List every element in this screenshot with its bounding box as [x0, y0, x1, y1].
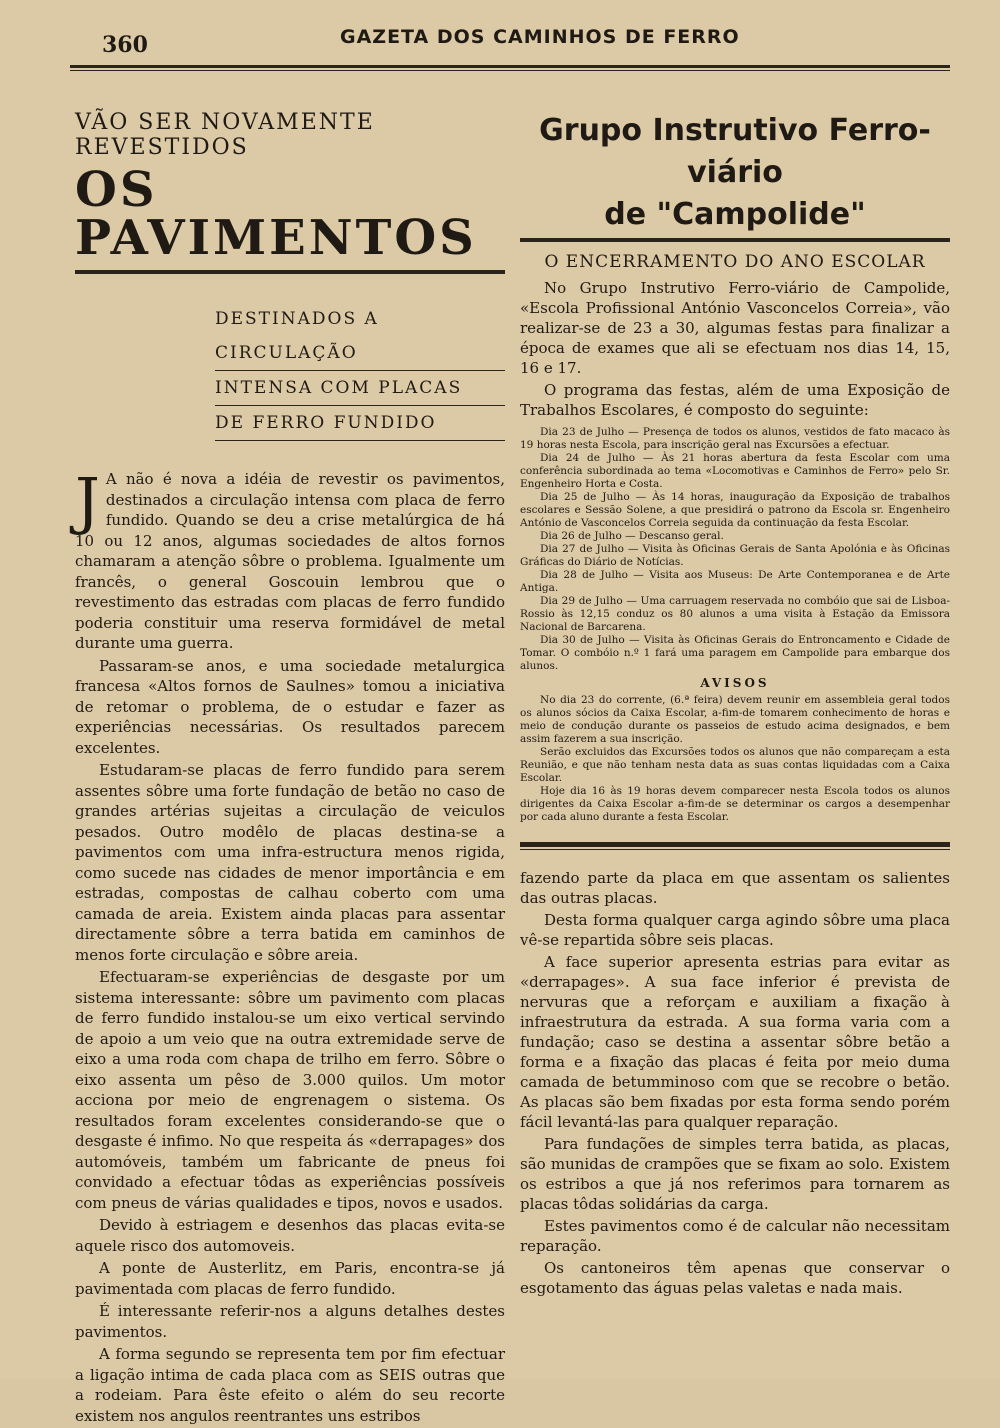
- paragraph: A face superior apresenta estrias para evitar as «derrapages». A sua face inferior é prevista de nervuras que a reforçam e auxiliam a fixação à infraestrutura da estrada. A sua forma varia com a fundação; caso se destina a assentar sôbre betão a forma e a fixação das placas é feita por meio duma camada de betumminoso com que se recobre o betão. As placas são bem fixadas por esta forma sendo porém fácil levantá-las para qualquer reparação.: [520, 953, 950, 1131]
- paragraph: Passaram-se anos, e uma sociedade metalurgica francesa «Altos fornos de Saulnes» tomou a iniciativa de retomar o problema, de o estudar e fazer as experiências necessárias. Os resultados parecem excelentes.: [75, 656, 505, 757]
- aviso-item: No dia 23 do corrente, (6.ª feira) devem reunir em assembleia geral todos os alunos sócios da Caixa Escolar, a-fim-de tomarem conhecimento de horas e meio de condução durante os passeios de estudo acima designados, e bem assim fazerem a sua inscrição.: [520, 694, 950, 745]
- subtitle-line: DE FERRO FUNDIDO: [215, 406, 505, 441]
- programme-list: [520, 426, 950, 824]
- programme-item: Dia 25 de Julho — Às 14 horas, inauguração da Exposição de trabalhos escolares e Sessão Solene, a que presidirá o patrono da Escola sr. Engenheiro António de Vasconcelos Correia seguida da continuação da festa Escolar.: [520, 491, 950, 529]
- avisos-heading: AVISOS: [700, 676, 770, 690]
- paragraph: J A não é nova a idéia de revestir os pavimentos, destinados a circulação intensa com placa de ferro fundido. Quando se deu a crise metalúrgica de há 10 ou 12 anos, algumas sociedades de altos fornos chamaram a atenção sôbre o problema. Igualmente um francês, o general Goscouin lembrou que o revestimento das estradas com placas de ferro fundido poderia constituir uma reserva formidável de metal durante uma guerra.: [75, 464, 505, 652]
- article-body: [75, 464, 505, 1426]
- paragraph: É interessante referir-nos a alguns detalhes destes pavimentos.: [75, 1302, 505, 1341]
- paragraph: Para fundações de simples terra batida, as placas, são munidas de crampões que se fixam ao solo. Existem os estribos a que já nos referimos para tornarem as placas tôdas solidárias da carga.: [520, 1135, 950, 1213]
- programme-item: Dia 26 de Julho — Descanso geral.: [540, 530, 724, 542]
- programme-item: Dia 23 de Julho — Presença de todos os alunos, vestidos de fato macaco às 19 horas nesta Escola, para inscrição geral nas Excursões a efectuar.: [520, 426, 950, 451]
- article-kicker: VÃO SER NOVAMENTE REVESTIDOS: [75, 110, 375, 160]
- aviso-item: Serão excluidos das Excursões todos os alunos que não compareçam a esta Reunião, e que não tenham nesta data as suas contas liquidadas com a Caixa Escolar.: [520, 746, 950, 784]
- paragraph: Estudaram-se placas de ferro fundido para serem assentes sôbre uma forte fundação de betão no caso de grandes artérias sujeitas a circulação de veiculos pesados. Outro modêlo de placas destina-se a pavimentos com uma infra-estructura menos rigida, como sucede nas cidades de menor importância e em estradas, compostas de calhau coberto com uma camada de areia. Existem ainda placas para assentar directamente sôbre a terra batida em caminhos de menos forte circulação e sôbre areia.: [75, 761, 505, 964]
- title-rule: [520, 238, 950, 242]
- grupo-title-line1: Grupo Instrutivo Ferro-viário: [539, 113, 931, 190]
- header-rule: [70, 65, 950, 68]
- grupo-body: [520, 278, 950, 420]
- drop-cap: J: [75, 464, 100, 537]
- article-subtitle: [215, 302, 505, 441]
- subtitle-line: INTENSA COM PLACAS: [215, 371, 505, 406]
- paragraph: A ponte de Austerlitz, em Paris, encontra-se já pavimentada com placas de ferro fundido.: [75, 1259, 505, 1298]
- left-column: [75, 110, 505, 1428]
- right-column: [520, 110, 950, 1300]
- paragraph: Estes pavimentos como é de calcular não necessitam reparação.: [520, 1217, 950, 1255]
- programme-item: Dia 27 de Julho — Visita às Oficinas Gerais de Santa Apolónia e às Oficinas Gráficas do Diário de Notícias.: [520, 543, 950, 568]
- paragraph: Efectuaram-se experiências de desgaste por um sistema interessante: sôbre um pavimento com placas de ferro fundido instalou-se um eixo vertical servindo de apoio a um veio que na outra extremidade serve de eixo a uma roda com chapa de trilho em ferro. Sôbre o eixo assenta um pêso de 3.000 quilos. Um motor acciona por meio de engrenagem o sistema. Os resultados foram excelentes considerando-se que o desgaste é infimo. No que respeita ás «derrapages» dos automóveis, também um fabricante de pneus foi convidado a efectuar tôdas as experiências possíveis com pneus de várias qualidades e tipos, novos e usados.: [75, 968, 505, 1212]
- page-number: 360: [102, 32, 148, 58]
- page-header: [70, 20, 950, 60]
- programme-item: Dia 28 de Julho — Visita aos Museus: De Arte Contemporanea e de Arte Antiga.: [520, 569, 950, 594]
- section-heading: O ENCERRAMENTO DO ANO ESCOLAR: [544, 252, 926, 272]
- section-separator: [520, 842, 950, 850]
- aviso-item: Hoje dia 16 às 19 horas devem comparecer nesta Escola todos os alunos dirigentes da Caixa Escolar a-fim-de se determinar os cargos a desempenhar por cada aluno durante a festa Escolar.: [520, 785, 950, 823]
- programme-item: Dia 24 de Julho — Às 21 horas abertura da festa Escolar com uma conferência subordinada ao tema «Locomotivas e Caminhos de Ferro» pelo Sr. Engenheiro Horta e Costa.: [520, 452, 950, 490]
- paragraph: O programa das festas, além de uma Exposição de Trabalhos Escolares, é composto do seguinte:: [520, 381, 950, 419]
- article-title: OS PAVIMENTOS: [75, 166, 505, 274]
- paragraph: Desta forma qualquer carga agindo sôbre uma placa vê-se repartida sôbre seis placas.: [520, 911, 950, 949]
- publication-title: GAZETA DOS CAMINHOS DE FERRO: [340, 26, 740, 48]
- subtitle-line: DESTINADOS A CIRCULAÇÃO: [215, 302, 505, 371]
- programme-item: Dia 29 de Julho — Uma carruagem reservada no combóio que sai de Lisboa-Rossio às 12,15 conduz os 80 alunos a uma visita à Estação da Emissora Nacional de Barcarena.: [520, 595, 950, 633]
- article-continuation: [520, 868, 950, 1298]
- paragraph: fazendo parte da placa em que assentam os salientes das outras placas.: [520, 869, 950, 907]
- paragraph: Devido à estriagem e desenhos das placas evita-se aquele risco dos automoveis.: [75, 1216, 505, 1255]
- paragraph: No Grupo Instrutivo Ferro-viário de Campolide, «Escola Profissional António Vasconcelos Correia», vão realizar-se de 23 a 30, algumas festas para finalizar a época de exames que ali se efectuam nos dias 14, 15, 16 e 17.: [520, 279, 950, 377]
- programme-item: Dia 30 de Julho — Visita às Oficinas Gerais do Entroncamento e Cidade de Tomar. O combóio n.º 1 fará uma paragem em Campolide para embarque dos alunos.: [520, 634, 950, 672]
- grupo-title-line2: de "Campolide": [604, 197, 866, 232]
- paragraph: Os cantoneiros têm apenas que conservar o esgotamento das águas pelas valetas e nada mais.: [520, 1259, 950, 1297]
- paragraph: A forma segundo se representa tem por fim efectuar a ligação intima de cada placa com as SEIS outras que a rodeiam. Para êste efeito o além do seu recorte existem nos angulos reentrantes uns estribos: [75, 1345, 505, 1425]
- header-rule-thin: [70, 70, 950, 71]
